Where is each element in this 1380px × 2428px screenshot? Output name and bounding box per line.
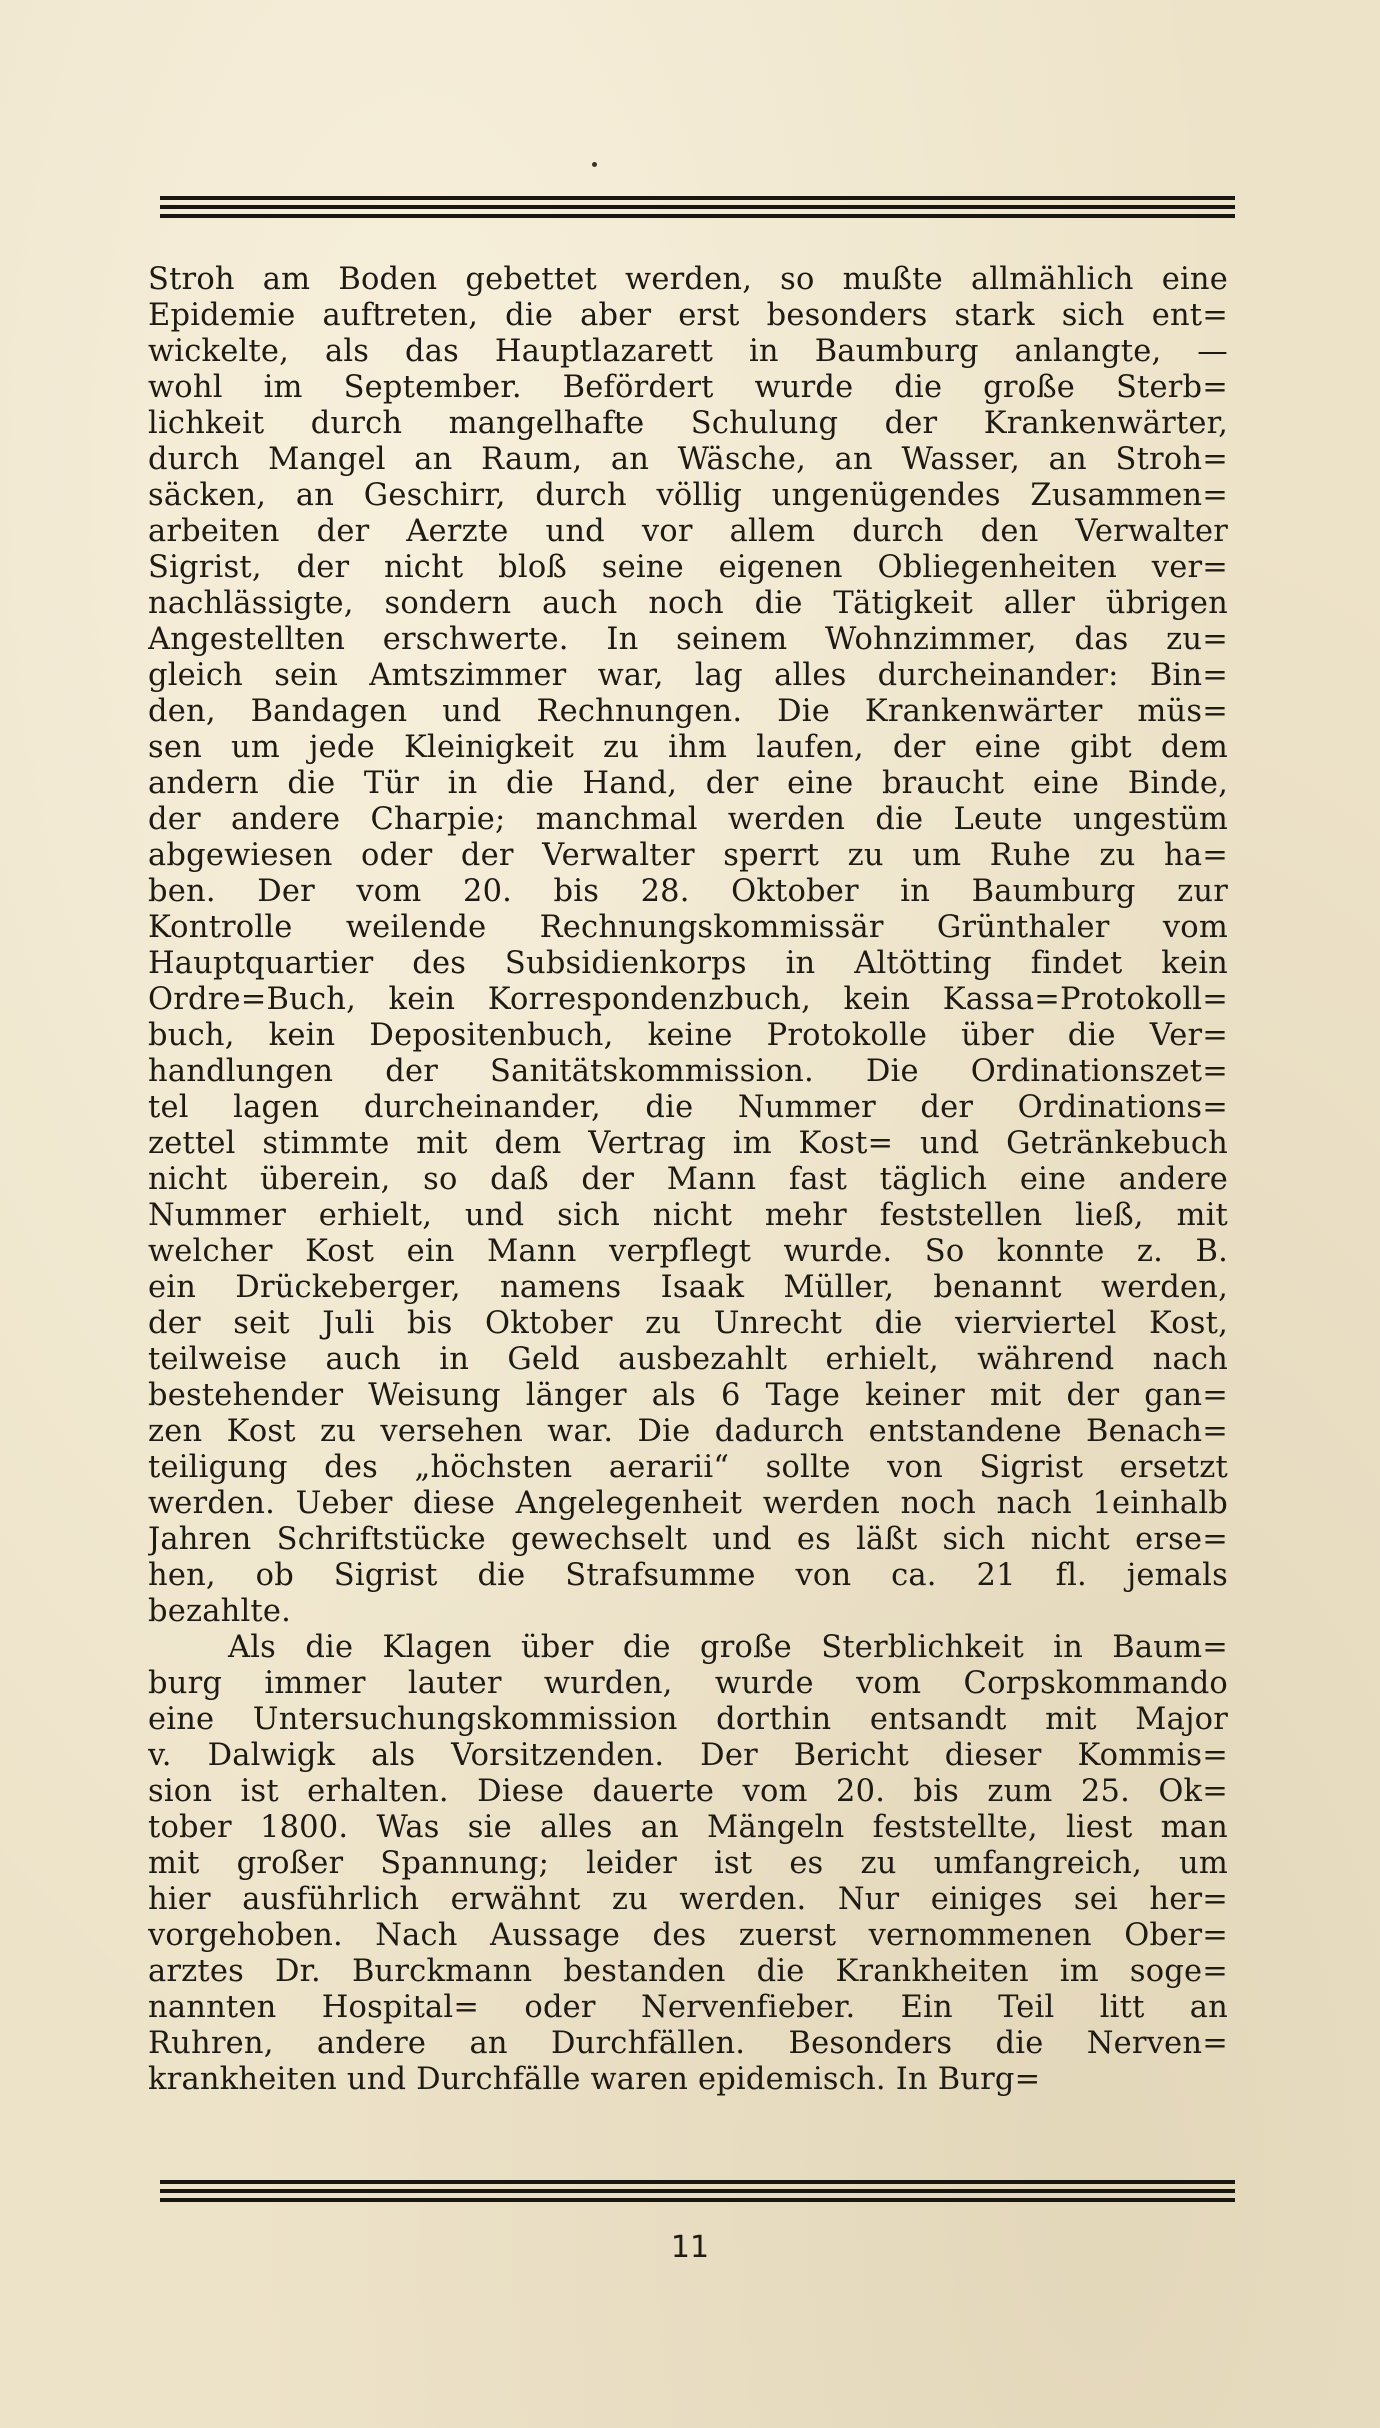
text-line: teilweise auch in Geld ausbezahlt erhielt, während nach bbox=[148, 1342, 1228, 1377]
text-line: v. Dalwigk als Vorsitzenden. Der Bericht dieser Kommis= bbox=[148, 1738, 1228, 1773]
footer-rule bbox=[160, 2180, 1235, 2202]
text-line: sion ist erhalten. Diese dauerte vom 20. bis zum 25. Ok= bbox=[148, 1774, 1228, 1809]
text-line: zen Kost zu versehen war. Die dadurch entstandene Benach= bbox=[148, 1414, 1228, 1449]
text-line: Nummer erhielt, und sich nicht mehr feststellen ließ, mit bbox=[148, 1198, 1228, 1233]
text-line: andern die Tür in die Hand, der eine braucht eine Binde, bbox=[148, 766, 1228, 801]
text-line: nachlässigte, sondern auch noch die Tätigkeit aller übrigen bbox=[148, 586, 1228, 621]
text-line: nannten Hospital= oder Nervenfieber. Ein Teil litt an bbox=[148, 1990, 1228, 2025]
text-line: Stroh am Boden gebettet werden, so mußte allmählich eine bbox=[148, 262, 1228, 297]
text-line: buch, kein Depositenbuch, keine Protokolle über die Ver= bbox=[148, 1018, 1228, 1053]
text-line: wohl im September. Befördert wurde die große Sterb= bbox=[148, 370, 1228, 405]
text-line: Ordre=Buch, kein Korrespondenzbuch, kein Kassa=Protokoll= bbox=[148, 982, 1228, 1017]
text-line: teiligung des „höchsten aerarii“ sollte von Sigrist ersetzt bbox=[148, 1450, 1228, 1485]
page-number: 11 bbox=[670, 2230, 710, 2265]
text-line: Jahren Schriftstücke gewechselt und es läßt sich nicht erse= bbox=[148, 1522, 1228, 1557]
text-line: vorgehoben. Nach Aussage des zuerst vernommenen Ober= bbox=[148, 1918, 1228, 1953]
text-line: arbeiten der Aerzte und vor allem durch den Verwalter bbox=[148, 514, 1228, 549]
text-line: tober 1800. Was sie alles an Mängeln feststellte, liest man bbox=[148, 1810, 1228, 1845]
text-line: krankheiten und Durchfälle waren epidemisch. In Burg= bbox=[148, 2062, 1041, 2097]
text-line: gleich sein Amtszimmer war, lag alles durcheinander: Bin= bbox=[148, 658, 1228, 693]
text-line: hier ausführlich erwähnt zu werden. Nur einiges sei her= bbox=[148, 1882, 1228, 1917]
text-line: den, Bandagen und Rechnungen. Die Krankenwärter müs= bbox=[148, 694, 1228, 729]
text-line: arztes Dr. Burckmann bestanden die Krankheiten im soge= bbox=[148, 1954, 1228, 1989]
text-line: Hauptquartier des Subsidienkorps in Altötting findet kein bbox=[148, 946, 1228, 981]
text-line: Sigrist, der nicht bloß seine eigenen Obliegenheiten ver= bbox=[148, 550, 1228, 585]
text-line: hen, ob Sigrist die Strafsumme von ca. 21 fl. jemals bbox=[148, 1558, 1228, 1593]
text-line: welcher Kost ein Mann verpflegt wurde. So konnte z. B. bbox=[148, 1234, 1228, 1269]
header-rule bbox=[160, 196, 1235, 218]
text-line: der andere Charpie; manchmal werden die Leute ungestüm bbox=[148, 802, 1228, 837]
text-line: durch Mangel an Raum, an Wäsche, an Wasser, an Stroh= bbox=[148, 442, 1228, 477]
text-line: burg immer lauter wurden, wurde vom Corpskommando bbox=[148, 1666, 1228, 1701]
text-line: mit großer Spannung; leider ist es zu umfangreich, um bbox=[148, 1846, 1228, 1881]
text-line: ben. Der vom 20. bis 28. Oktober in Baumburg zur bbox=[148, 874, 1228, 909]
text-line: eine Untersuchungskommission dorthin entsandt mit Major bbox=[148, 1702, 1228, 1737]
text-line: säcken, an Geschirr, durch völlig ungenügendes Zusammen= bbox=[148, 478, 1228, 513]
text-line: wickelte, als das Hauptlazarett in Baumburg anlangte, — bbox=[148, 334, 1228, 369]
text-line: ein Drückeberger, namens Isaak Müller, benannt werden, bbox=[148, 1270, 1228, 1305]
text-line: bestehender Weisung länger als 6 Tage keiner mit der gan= bbox=[148, 1378, 1228, 1413]
text-line: Kontrolle weilende Rechnungskommissär Grünthaler vom bbox=[148, 910, 1228, 945]
text-line: der seit Juli bis Oktober zu Unrecht die vierviertel Kost, bbox=[148, 1306, 1228, 1341]
text-line: tel lagen durcheinander, die Nummer der Ordinations= bbox=[148, 1090, 1228, 1125]
text-line: Ruhren, andere an Durchfällen. Besonders die Nerven= bbox=[148, 2026, 1228, 2061]
text-line: bezahlte. bbox=[148, 1594, 292, 1629]
text-line: abgewiesen oder der Verwalter sperrt zu um Ruhe zu ha= bbox=[148, 838, 1228, 873]
body-text bbox=[148, 262, 1228, 2098]
print-mark bbox=[592, 162, 597, 167]
text-line: Epidemie auftreten, die aber erst besonders stark sich ent= bbox=[148, 298, 1228, 333]
text-line: werden. Ueber diese Angelegenheit werden noch nach 1einhalb bbox=[148, 1486, 1228, 1521]
text-line: sen um jede Kleinigkeit zu ihm laufen, der eine gibt dem bbox=[148, 730, 1228, 765]
text-line: Angestellten erschwerte. In seinem Wohnzimmer, das zu= bbox=[148, 622, 1228, 657]
text-line: lichkeit durch mangelhafte Schulung der Krankenwärter, bbox=[148, 406, 1228, 441]
text-line: handlungen der Sanitätskommission. Die Ordinationszet= bbox=[148, 1054, 1228, 1089]
text-line: Als die Klagen über die große Sterblichkeit in Baum= bbox=[228, 1630, 1228, 1665]
text-line: zettel stimmte mit dem Vertrag im Kost= und Getränkebuch bbox=[148, 1126, 1228, 1161]
text-line: nicht überein, so daß der Mann fast täglich eine andere bbox=[148, 1162, 1228, 1197]
